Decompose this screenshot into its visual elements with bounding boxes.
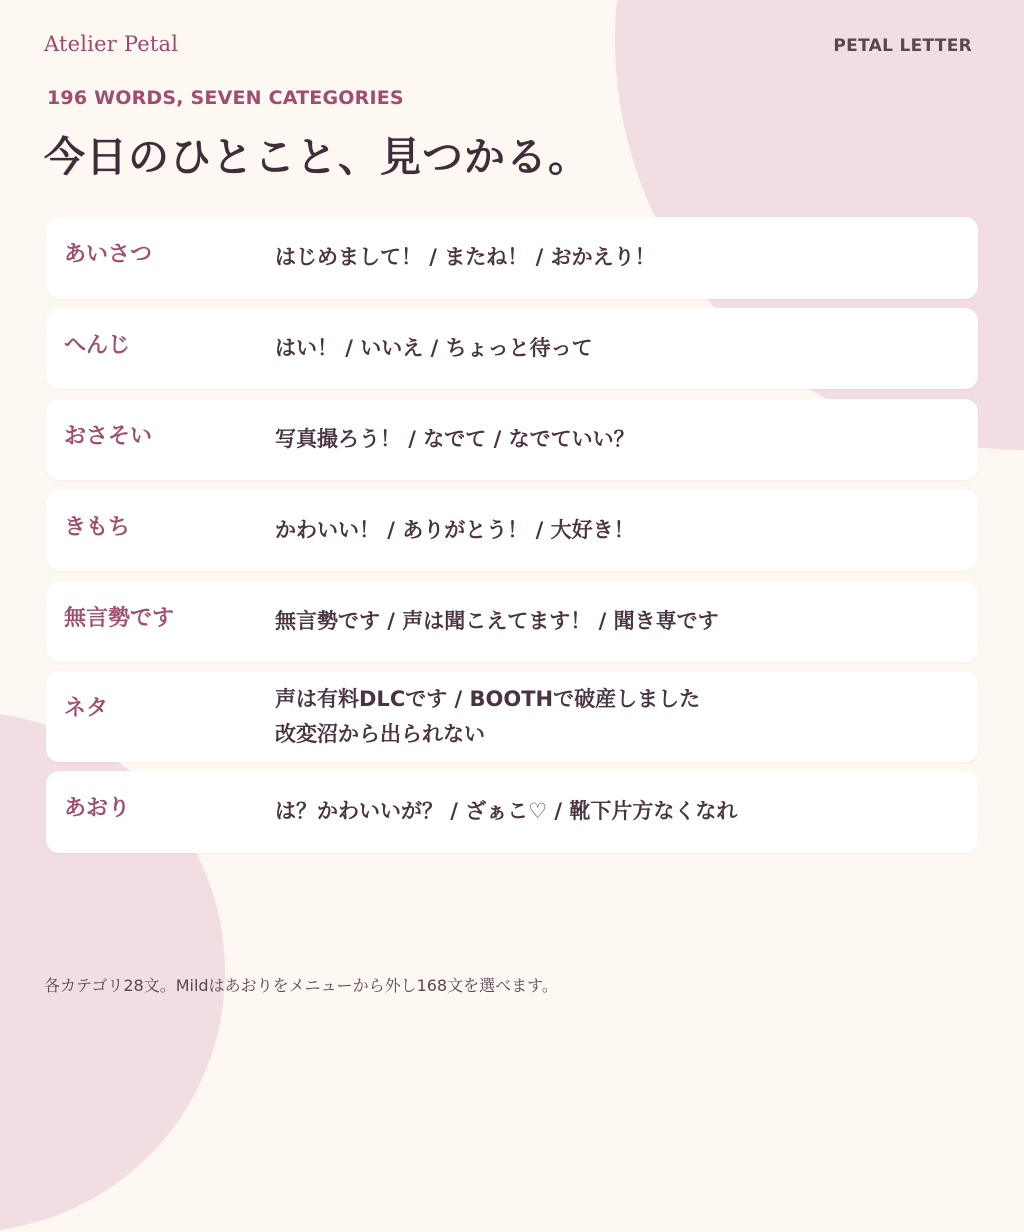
footnote: 各カテゴリ28文。Mildはあおりをメニューから外し168文を選べます。	[44, 976, 558, 995]
category-phrases	[275, 331, 593, 366]
category-label: 無言勢です	[64, 606, 175, 631]
phrase-line: は？かわいいが？ / ざぁこ♡ / 靴下片方なくなれ	[275, 799, 738, 823]
category-phrases	[275, 682, 700, 752]
category-row-aori	[46, 771, 978, 853]
category-phrases	[275, 513, 635, 548]
category-row-neta	[46, 671, 978, 762]
phrase-line: はい！ / いいえ / ちょっと待って	[275, 336, 593, 360]
category-phrases	[275, 240, 656, 275]
category-label: ネタ	[64, 696, 109, 721]
category-phrases	[275, 794, 737, 829]
brand-logo: Atelier Petal	[44, 32, 179, 56]
category-row-kimochi	[46, 490, 978, 571]
category-phrases	[275, 604, 719, 639]
phrase-line: 写真撮ろう！ / なでて / なでていい？	[275, 427, 635, 451]
category-label: あおり	[64, 796, 131, 821]
phrase-line: はじめまして！ / またね！ / おかえり！	[275, 245, 656, 269]
phrase-line: 改変沼から出られない	[275, 722, 485, 746]
product-tag: PETAL LETTER	[833, 36, 972, 56]
phrase-line: かわいい！ / ありがとう！ / 大好き！	[275, 518, 635, 542]
category-label: あいさつ	[64, 242, 153, 267]
category-phrases	[275, 422, 635, 457]
category-row-henji	[46, 308, 978, 389]
category-label: おさそい	[64, 424, 153, 449]
phrase-line: 無言勢です / 声は聞こえてます！ / 聞き専です	[275, 609, 719, 633]
category-label: へんじ	[64, 333, 131, 358]
eyebrow-text: 196 WORDS, SEVEN CATEGORIES	[47, 87, 404, 109]
category-label: きもち	[64, 515, 131, 540]
category-row-osasoi	[46, 399, 978, 480]
phrase-line: 声は有料DLCです / BOOTHで破産しました	[275, 687, 701, 711]
page-title: 今日のひとこと、見つかる。	[44, 133, 590, 181]
category-row-aisatsu	[46, 217, 978, 299]
category-row-mugonzei	[46, 581, 978, 662]
